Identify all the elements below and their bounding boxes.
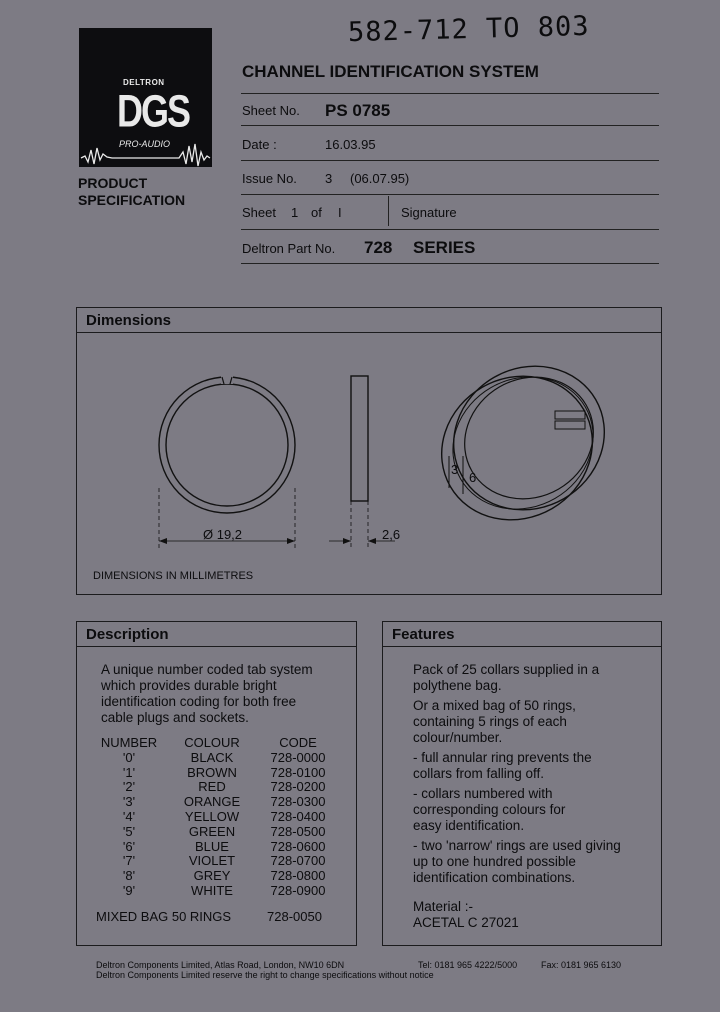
row-code: 728-0400	[270, 808, 326, 824]
row-colour: GREEN	[188, 823, 236, 839]
document-title: CHANNEL IDENTIFICATION SYSTEM	[242, 62, 539, 81]
row-code: 728-0300	[270, 794, 326, 810]
description-line: cable plugs and sockets.	[101, 710, 249, 725]
row-code: 728-0800	[270, 868, 326, 884]
rule	[241, 160, 659, 161]
ring-mark-6: 6	[469, 470, 477, 485]
table-row	[95, 795, 345, 810]
sheet-no-label: Sheet No.	[242, 103, 300, 118]
description-panel	[76, 621, 357, 946]
row-number: '9'	[122, 882, 136, 898]
feature-line: Or a mixed bag of 50 rings,	[413, 698, 576, 713]
row-code: 728-0700	[270, 853, 326, 869]
signature-divider	[388, 196, 389, 226]
row-number: '0'	[122, 749, 136, 765]
feature-line: - two 'narrow' rings are used giving	[413, 838, 621, 853]
row-code: 728-0000	[270, 749, 326, 765]
feature-line: colour/number.	[413, 730, 503, 745]
features-list	[413, 662, 657, 890]
description-header	[77, 622, 356, 647]
mixed-bag-code: 728-0050	[267, 909, 322, 924]
feature-line: Pack of 25 collars supplied in a	[413, 662, 600, 677]
table-row	[95, 766, 345, 781]
description-heading: Description	[86, 626, 169, 643]
feature-line: up to one hundred possible	[413, 854, 576, 869]
feature-paragraph	[413, 698, 657, 746]
column-header: NUMBER	[100, 735, 158, 750]
colour-code-table	[95, 736, 345, 899]
table-row	[95, 825, 345, 840]
table-header-row	[95, 736, 345, 751]
rule	[241, 125, 659, 126]
row-colour: BLUE	[195, 838, 229, 854]
row-number: '4'	[122, 808, 136, 824]
footer-rights: Deltron Components Limited reserve the right to change specifications without notice	[96, 970, 434, 980]
rule	[241, 229, 659, 230]
column-header: CODE	[279, 735, 317, 750]
table-row	[95, 751, 345, 766]
row-colour: WHITE	[191, 882, 233, 898]
issue-date: (06.07.95)	[350, 171, 410, 186]
product-label: PRODUCT	[78, 175, 148, 191]
dgs-logo	[79, 28, 212, 167]
row-colour: YELLOW	[184, 808, 240, 824]
rule	[241, 194, 659, 195]
footer-tel: Tel: 0181 965 4222/5000	[418, 960, 518, 970]
dimensions-note: DIMENSIONS IN MILLIMETRES	[93, 570, 254, 582]
row-number: '2'	[122, 779, 136, 795]
feature-line: polythene bag.	[413, 678, 502, 693]
features-panel	[382, 621, 662, 946]
feature-line: containing 5 rings of each	[413, 714, 567, 729]
row-colour: VIOLET	[188, 853, 236, 869]
row-number: '7'	[122, 853, 136, 869]
row-number: '5'	[122, 823, 136, 839]
sheet-label: Sheet	[242, 205, 276, 220]
description-line: which provides durable bright	[101, 678, 277, 693]
footer-address: Deltron Components Limited, Atlas Road, London, NW10 6DN	[96, 960, 345, 970]
table-row	[95, 840, 345, 855]
date-label: Date :	[242, 137, 277, 152]
issue-label: Issue No.	[242, 171, 297, 186]
dimensions-panel	[76, 307, 662, 595]
sheet-number: 1	[291, 205, 299, 220]
description-line: A unique number coded tab system	[101, 662, 313, 677]
row-code: 728-0600	[270, 838, 326, 854]
title-rule	[241, 93, 659, 94]
row-colour: RED	[198, 779, 226, 795]
row-colour: BROWN	[187, 764, 237, 780]
row-colour: ORANGE	[183, 794, 241, 810]
logo-sub: PRO-AUDIO	[119, 139, 171, 149]
logo-brand: DELTRON	[123, 78, 165, 87]
logo-mark: DGS	[117, 85, 190, 137]
part-no-label: Deltron Part No.	[242, 241, 336, 256]
description-text	[101, 662, 351, 726]
features-heading: Features	[392, 626, 455, 643]
part-no-value: 728	[364, 238, 393, 257]
rule	[241, 263, 659, 264]
row-colour: GREY	[193, 868, 231, 884]
table-row	[95, 869, 345, 884]
features-header	[383, 622, 661, 647]
date-value: 16.03.95	[325, 137, 376, 152]
sheet-total: I	[338, 205, 342, 220]
feature-paragraph	[413, 662, 657, 694]
table-row	[95, 884, 345, 899]
specification-label: SPECIFICATION	[78, 192, 186, 208]
feature-line: collars from falling off.	[413, 766, 545, 781]
table-row	[95, 810, 345, 825]
ring-mark-3: 3	[451, 462, 459, 477]
material-label: Material :-	[413, 899, 474, 914]
of-label: of	[311, 205, 322, 220]
row-colour: BLACK	[190, 749, 234, 765]
width-label: 2,6	[382, 527, 401, 542]
feature-paragraph	[413, 750, 657, 782]
sheet-no-value: PS 0785	[325, 101, 391, 120]
column-header: COLOUR	[184, 735, 240, 750]
part-series: SERIES	[413, 238, 476, 257]
row-code: 728-0200	[270, 779, 326, 795]
description-line: identification coding for both free	[101, 694, 297, 709]
mixed-bag-label: MIXED BAG 50 RINGS	[96, 909, 232, 924]
issue-value: 3	[325, 171, 333, 186]
feature-paragraph	[413, 838, 657, 886]
table-row	[95, 854, 345, 869]
feature-line: identification combinations.	[413, 870, 576, 885]
row-code: 728-0900	[270, 882, 326, 898]
row-code: 728-0100	[270, 764, 326, 780]
footer-fax: Fax: 0181 965 6130	[541, 960, 622, 970]
feature-line: - full annular ring prevents the	[413, 750, 592, 765]
handwritten-note: 582-712 TO 803	[347, 10, 590, 49]
signature-label: Signature	[401, 205, 457, 220]
product-specification-label	[78, 175, 185, 209]
feature-paragraph	[413, 786, 657, 834]
feature-line: easy identification.	[413, 818, 525, 833]
diameter-label: Ø 19,2	[203, 527, 243, 542]
row-number: '3'	[122, 794, 136, 810]
feature-line: corresponding colours for	[413, 802, 566, 817]
material-value: ACETAL C 27021	[413, 915, 519, 930]
dimensions-heading: Dimensions	[86, 312, 172, 329]
feature-line: - collars numbered with	[413, 786, 553, 801]
row-number: '1'	[122, 764, 136, 780]
dimensions-drawing	[77, 308, 661, 594]
row-code: 728-0500	[270, 823, 326, 839]
row-number: '6'	[122, 838, 136, 854]
table-row	[95, 780, 345, 795]
row-number: '8'	[122, 868, 136, 884]
